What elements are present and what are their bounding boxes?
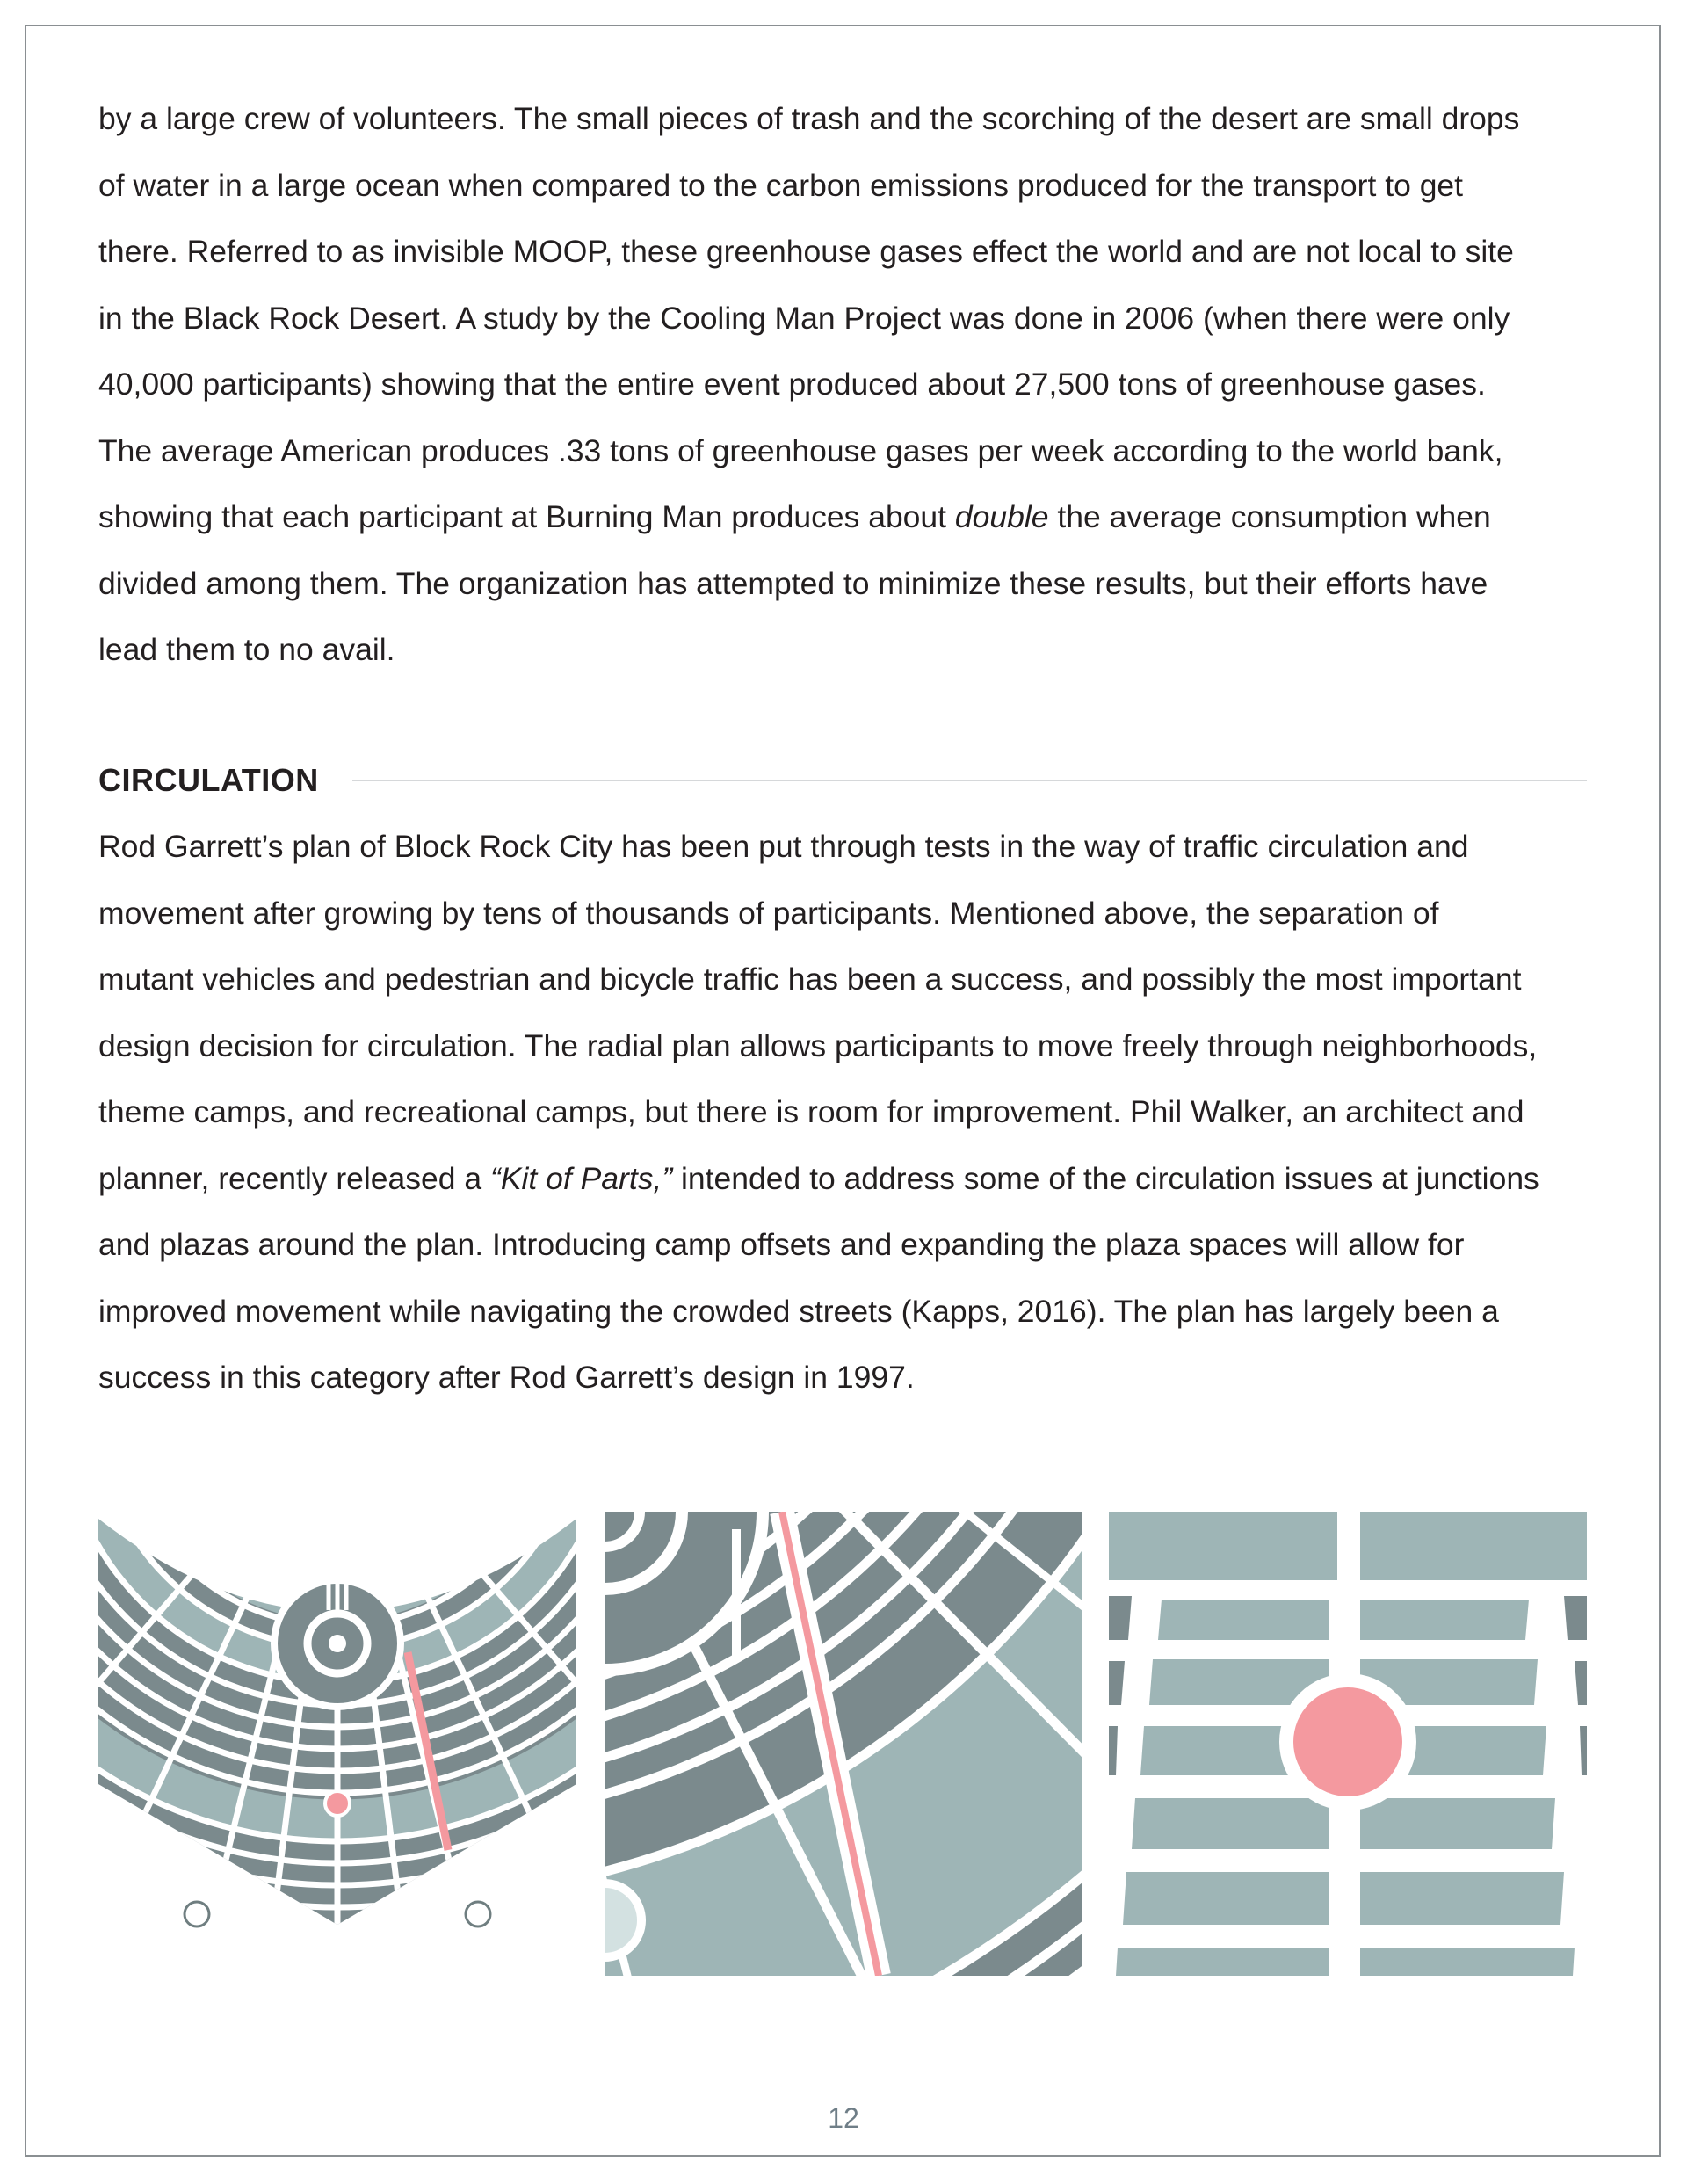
street-grid-detail-icon (605, 1512, 1082, 1976)
text-line: by a large crew of volunteers. The small pieces of trash and the scorching of the desert are small drops (98, 101, 1520, 136)
city-plan-overview-icon (98, 1512, 576, 1976)
heading-rule (352, 780, 1587, 781)
text-line: The average American produces .33 tons of greenhouse gases per week according to the world bank, (98, 432, 1503, 468)
section-heading-row (98, 758, 1587, 803)
text-line (98, 1146, 1592, 1213)
text-line: improved movement while navigating the crowded streets (Kapps, 2016). The plan has largely been a (98, 1293, 1499, 1329)
emphasis-kit-of-parts: “Kit of Parts,” (490, 1160, 673, 1196)
text-line: 40,000 participants) showing that the entire event produced about 27,500 tons of greenhouse gases. (98, 366, 1486, 402)
text-run: intended to address some of the circulation issues at junctions (672, 1160, 1539, 1196)
text-line: divided among them. The organization has attempted to minimize these results, but their efforts have (98, 565, 1488, 601)
text-run: the average consumption when (1048, 499, 1491, 534)
section-heading: CIRCULATION (98, 762, 319, 798)
text-run: showing that each participant at Burning Man produces about (98, 499, 955, 534)
body-paragraph-moop (98, 86, 1592, 684)
text-line: lead them to no avail. (98, 632, 395, 667)
text-line: in the Black Rock Desert. A study by the Cooling Man Project was done in 2006 (when there were only (98, 300, 1510, 336)
body-paragraph-circulation (98, 814, 1592, 1411)
text-line: there. Referred to as invisible MOOP, these greenhouse gases effect the world and are not local to site (98, 234, 1514, 269)
text-line: mutant vehicles and pedestrian and bicycle traffic has been a success, and possibly the most important (98, 961, 1522, 997)
text-line (98, 484, 1592, 551)
plaza-detail-icon (1109, 1512, 1587, 1976)
text-run: planner, recently released a (98, 1160, 491, 1196)
emphasis-double: double (954, 499, 1049, 534)
text-line: movement after growing by tens of thousands of participants. Mentioned above, the separation of (98, 895, 1439, 931)
text-line: theme camps, and recreational camps, but there is room for improvement. Phil Walker, an architect and (98, 1094, 1524, 1129)
page-number: 12 (828, 2102, 859, 2134)
text-line: Rod Garrett’s plan of Block Rock City has been put through tests in the way of traffic circulation and (98, 829, 1469, 864)
text-line: success in this category after Rod Garrett’s design in 1997. (98, 1360, 915, 1395)
street-grid-figure (605, 1512, 1082, 1976)
text-line: of water in a large ocean when compared to the carbon emissions produced for the transport to get (98, 167, 1464, 203)
city-plan-overview-figure (98, 1512, 576, 1976)
plaza-detail-figure (1109, 1512, 1587, 1976)
text-line: design decision for circulation. The radial plan allows participants to move freely through neighborhoods, (98, 1027, 1538, 1063)
text-line: and plazas around the plan. Introducing camp offsets and expanding the plaza spaces will allow for (98, 1227, 1465, 1262)
